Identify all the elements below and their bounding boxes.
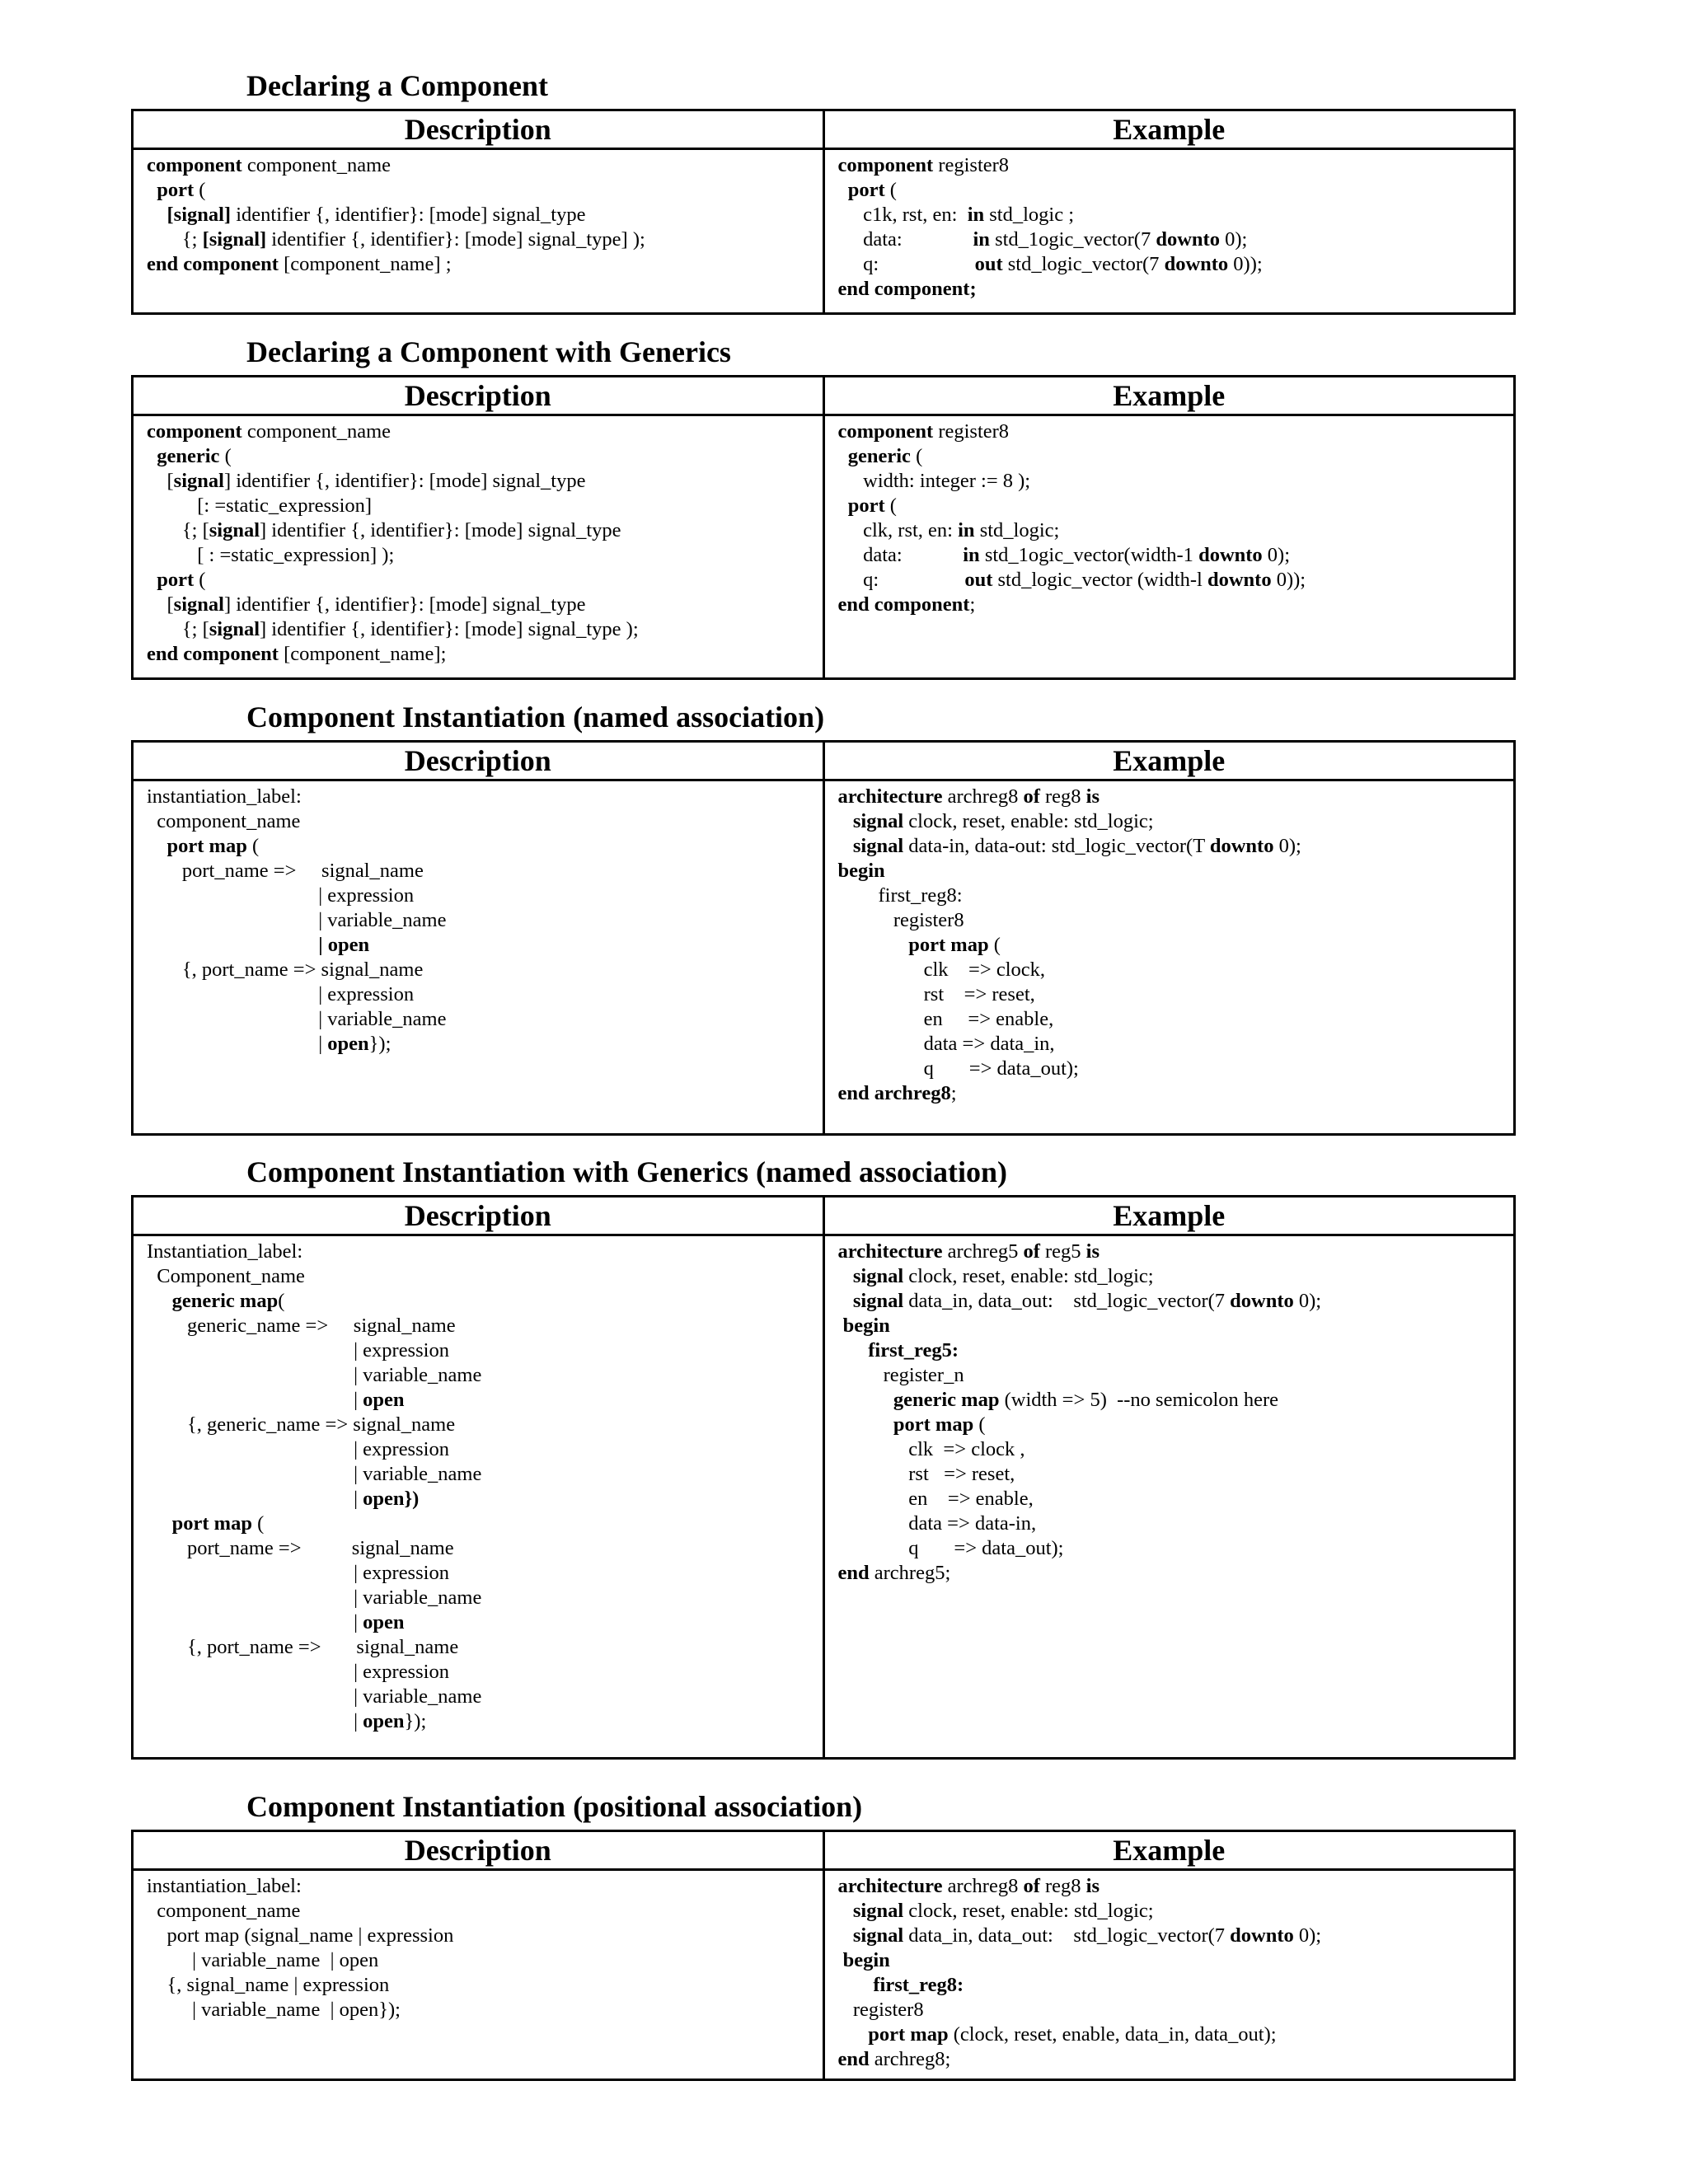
code-line: | variable_name bbox=[147, 1685, 482, 1708]
code-line: component register8 bbox=[837, 154, 1010, 176]
code-line: signal data_in, data_out: std_logic_vector(7 downto 0); bbox=[852, 1924, 1322, 1947]
code-line: q => data_out); bbox=[837, 1057, 1079, 1080]
code-line: Component_name bbox=[147, 1265, 305, 1287]
code-line: end component; bbox=[837, 278, 977, 300]
example-cell bbox=[823, 780, 1515, 1135]
code-line: | variable_name bbox=[147, 1008, 447, 1030]
syntax-table bbox=[131, 109, 1516, 315]
code-line: c1k, rst, en: in std_logic ; bbox=[837, 204, 1075, 226]
code-line: clk, rst, en: in std_logic; bbox=[837, 519, 1060, 541]
code-line: data: in std_1ogic_vector(7 downto 0); bbox=[837, 228, 1248, 251]
description-cell bbox=[133, 1235, 824, 1759]
code-line: generic map (width => 5) --no semicolon here bbox=[893, 1389, 1279, 1411]
code-line: | variable_name bbox=[147, 1463, 482, 1485]
section-title: Component Instantiation (positional association) bbox=[246, 1790, 863, 1823]
code-line: signal clock, reset, enable: std_logic; bbox=[852, 810, 1154, 832]
code-line: port map (clock, reset, enable, data_in, data_out); bbox=[868, 2023, 1277, 2046]
code-line: [: =static_expression] bbox=[147, 494, 373, 517]
code-line: architecture archreg8 of reg8 is bbox=[837, 785, 1100, 808]
code-line: [signal] identifier {, identifier}: [mode] signal_type bbox=[147, 470, 586, 492]
code-line: component_name bbox=[147, 810, 301, 832]
code-line: port ( bbox=[157, 179, 206, 201]
code-line: port ( bbox=[847, 494, 897, 517]
description-cell bbox=[133, 1870, 824, 2080]
code-line: q => data_out); bbox=[837, 1537, 1064, 1559]
code-line: | variable_name bbox=[147, 909, 447, 931]
code-line: generic map( bbox=[171, 1290, 285, 1312]
description-cell bbox=[133, 780, 824, 1135]
syntax-table bbox=[131, 740, 1516, 1136]
table-row bbox=[133, 415, 1515, 679]
code-line: port map ( bbox=[908, 934, 1001, 956]
code-line: | expression bbox=[147, 983, 415, 1005]
example-header: Example bbox=[823, 1831, 1515, 1870]
code-line: Instantiation_label: bbox=[147, 1240, 303, 1263]
code-line: clk => clock, bbox=[837, 958, 1045, 981]
code-line: instantiation_label: bbox=[147, 785, 302, 808]
code-line: {, port_name => signal_name bbox=[147, 958, 424, 981]
code-line: architecture archreg5 of reg5 is bbox=[837, 1240, 1100, 1263]
description-cell bbox=[133, 149, 824, 314]
code-line: | expression bbox=[147, 1339, 449, 1361]
code-line: instantiation_label: bbox=[147, 1875, 302, 1897]
code-line: port ( bbox=[157, 569, 206, 591]
code-line: end archreg5; bbox=[837, 1562, 951, 1584]
code-line: component component_name bbox=[147, 420, 391, 443]
code-line: | open bbox=[147, 1389, 405, 1411]
example-header: Example bbox=[823, 377, 1515, 415]
code-line: q: out std_logic_vector (width-l downto 0)); bbox=[837, 569, 1306, 591]
table-header-row bbox=[133, 377, 1515, 415]
section-title: Declaring a Component bbox=[246, 69, 548, 102]
code-line: end component [component_name]; bbox=[147, 643, 447, 665]
syntax-table bbox=[131, 375, 1516, 680]
description-header: Description bbox=[133, 110, 824, 149]
code-line: signal clock, reset, enable: std_logic; bbox=[852, 1900, 1154, 1922]
code-line: rst => reset, bbox=[837, 1463, 1015, 1485]
code-line: | variable_name | open bbox=[147, 1949, 379, 1971]
code-line: architecture archreg8 of reg8 is bbox=[837, 1875, 1100, 1897]
code-line: register8 bbox=[837, 1999, 924, 2021]
description-header: Description bbox=[133, 1197, 824, 1235]
code-line: {; [signal] identifier {, identifier}: [mode] signal_type ); bbox=[147, 618, 639, 640]
code-line: | open bbox=[147, 1611, 405, 1633]
code-line: end archreg8; bbox=[837, 1082, 957, 1104]
code-line: end component; bbox=[837, 593, 976, 616]
example-cell bbox=[823, 1870, 1515, 2080]
code-line: {, port_name => signal_name bbox=[147, 1636, 459, 1658]
table-header-row bbox=[133, 1831, 1515, 1870]
code-line: generic ( bbox=[847, 445, 923, 467]
code-line: signal clock, reset, enable: std_logic; bbox=[852, 1265, 1154, 1287]
example-cell bbox=[823, 415, 1515, 679]
code-line: | expression bbox=[147, 1562, 449, 1584]
description-header: Description bbox=[133, 742, 824, 780]
table-header-row bbox=[133, 110, 1515, 149]
code-line: port map ( bbox=[171, 1512, 265, 1535]
code-line: | expression bbox=[147, 1438, 449, 1460]
table-row bbox=[133, 780, 1515, 1135]
syntax-section bbox=[131, 1790, 1516, 2081]
code-line: port map (signal_name | expression bbox=[147, 1924, 454, 1947]
code-line: | open}); bbox=[147, 1033, 392, 1055]
code-line: port_name => signal_name bbox=[147, 860, 424, 882]
section-title: Component Instantiation with Generics (named association) bbox=[246, 1155, 1008, 1188]
code-line: begin bbox=[837, 860, 885, 882]
table-row bbox=[133, 1870, 1515, 2080]
code-line: port_name => signal_name bbox=[147, 1537, 454, 1559]
code-line: first_reg8: bbox=[837, 884, 963, 907]
code-line: | variable_name | open}); bbox=[147, 1999, 401, 2021]
code-line: port map ( bbox=[166, 835, 260, 857]
code-line: generic_name => signal_name bbox=[147, 1315, 456, 1337]
code-line: signal data-in, data-out: std_logic_vector(T downto 0); bbox=[852, 835, 1301, 857]
example-cell bbox=[823, 149, 1515, 314]
code-line: data => data_in, bbox=[837, 1033, 1055, 1055]
syntax-section bbox=[131, 69, 1516, 315]
code-line: data: in std_1ogic_vector(width-1 downto 0); bbox=[837, 544, 1291, 566]
table-row bbox=[133, 149, 1515, 314]
syntax-section bbox=[131, 1155, 1516, 1760]
code-line: | expression bbox=[147, 884, 415, 907]
code-line: end archreg8; bbox=[837, 2048, 951, 2070]
code-line: component component_name bbox=[147, 154, 391, 176]
code-line: begin bbox=[842, 1949, 890, 1971]
syntax-table bbox=[131, 1830, 1516, 2081]
code-line: | open bbox=[318, 934, 370, 956]
code-line: {; [signal] identifier {, identifier}: [mode] signal_type] ); bbox=[147, 228, 645, 251]
code-line: en => enable, bbox=[837, 1488, 1034, 1510]
code-line: component register8 bbox=[837, 420, 1010, 443]
table-row bbox=[133, 1235, 1515, 1759]
description-cell bbox=[133, 415, 824, 679]
section-title: Declaring a Component with Generics bbox=[246, 335, 731, 368]
code-line: | variable_name bbox=[147, 1364, 482, 1386]
code-line: signal data_in, data_out: std_logic_vector(7 downto 0); bbox=[852, 1290, 1322, 1312]
code-line: {, signal_name | expression bbox=[147, 1974, 390, 1996]
code-line: [signal] identifier {, identifier}: [mode] signal_type bbox=[166, 204, 586, 226]
description-header: Description bbox=[133, 1831, 824, 1870]
code-line: component_name bbox=[147, 1900, 301, 1922]
syntax-section bbox=[131, 701, 1516, 1136]
code-line: register_n bbox=[837, 1364, 964, 1386]
table-header-row bbox=[133, 742, 1515, 780]
code-line: first_reg5: bbox=[868, 1339, 959, 1361]
code-line: port map ( bbox=[893, 1413, 986, 1436]
example-cell bbox=[823, 1235, 1515, 1759]
syntax-table bbox=[131, 1195, 1516, 1760]
table-header-row bbox=[133, 1197, 1515, 1235]
code-line: rst => reset, bbox=[837, 983, 1035, 1005]
code-line: begin bbox=[842, 1315, 890, 1337]
code-line: port ( bbox=[847, 179, 897, 201]
code-line: | expression bbox=[147, 1661, 449, 1683]
code-line: {, generic_name => signal_name bbox=[147, 1413, 456, 1436]
example-header: Example bbox=[823, 742, 1515, 780]
example-header: Example bbox=[823, 110, 1515, 149]
description-header: Description bbox=[133, 377, 824, 415]
code-line: [signal] identifier {, identifier}: [mode] signal_type bbox=[147, 593, 586, 616]
code-line: | variable_name bbox=[147, 1586, 482, 1609]
code-line: {; [signal] identifier {, identifier}: [mode] signal_type bbox=[147, 519, 621, 541]
section-title: Component Instantiation (named association) bbox=[246, 701, 825, 733]
code-line: data => data-in, bbox=[837, 1512, 1037, 1535]
code-line: first_reg8: bbox=[873, 1974, 964, 1996]
code-line: generic ( bbox=[157, 445, 232, 467]
code-line: width: integer := 8 ); bbox=[837, 470, 1031, 492]
code-line: | open}); bbox=[147, 1710, 427, 1732]
code-line: [ : =static_expression] ); bbox=[147, 544, 395, 566]
example-header: Example bbox=[823, 1197, 1515, 1235]
syntax-section bbox=[131, 335, 1516, 680]
code-line: end component [component_name] ; bbox=[147, 253, 452, 275]
code-line: clk => clock , bbox=[837, 1438, 1025, 1460]
code-line: | open}) bbox=[147, 1488, 420, 1510]
code-line: register8 bbox=[837, 909, 964, 931]
code-line: q: out std_logic_vector(7 downto 0)); bbox=[837, 253, 1263, 275]
code-line: en => enable, bbox=[837, 1008, 1054, 1030]
